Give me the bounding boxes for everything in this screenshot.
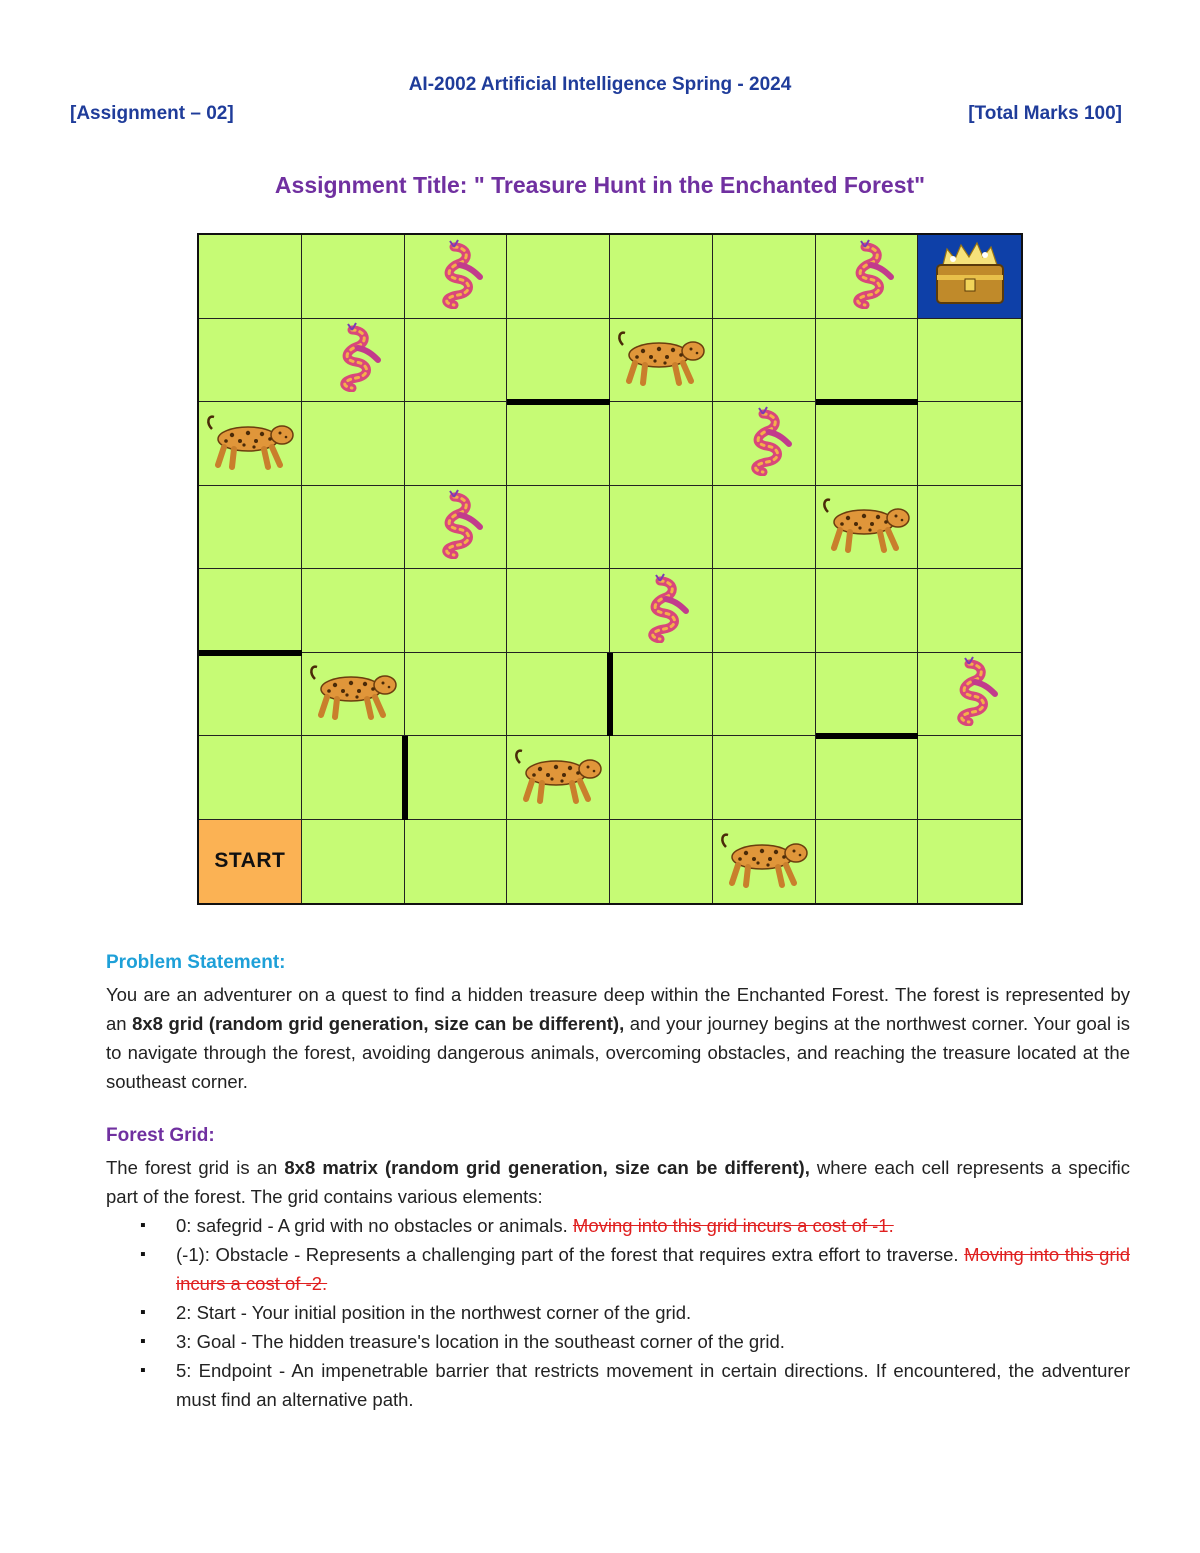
leopard-cell — [713, 820, 816, 904]
item-text: 5: Endpoint - An impenetrable barrier that restricts movement in certain directions. If encountered, the adventurer must find an alternative path. — [176, 1360, 1130, 1410]
safe-cell — [713, 736, 816, 820]
safe-cell — [507, 319, 610, 403]
snake-cell — [713, 402, 816, 486]
safe-cell — [302, 569, 405, 653]
safe-cell — [507, 569, 610, 653]
safe-cell — [507, 235, 610, 319]
forest-grid-intro — [106, 1153, 1130, 1211]
safe-cell — [610, 402, 713, 486]
safe-cell — [610, 820, 713, 904]
forest-text-1: The forest grid is an — [106, 1157, 285, 1178]
leopard-icon — [613, 327, 709, 392]
list-item — [106, 1356, 1130, 1414]
safe-cell — [816, 319, 919, 403]
safe-cell — [713, 486, 816, 570]
start-cell — [199, 820, 302, 904]
course-title: AI-2002 Artificial Intelligence Spring - 2024 — [408, 74, 792, 95]
snake-cell — [405, 486, 508, 570]
safe-cell — [199, 569, 302, 653]
safe-cell — [405, 319, 508, 403]
forest-text-bold: 8x8 matrix (random grid generation, size can be different), — [284, 1157, 810, 1178]
problem-text-bold: 8x8 grid (random grid generation, size can be different), — [132, 1013, 625, 1034]
leopard-cell — [816, 486, 919, 570]
safe-cell — [713, 319, 816, 403]
safe-cell — [302, 235, 405, 319]
safe-cell — [405, 736, 508, 820]
list-item — [106, 1240, 1130, 1298]
safe-cell — [507, 402, 610, 486]
problem-statement-heading: Problem Statement: — [106, 952, 286, 973]
safe-cell — [507, 486, 610, 570]
safe-cell — [302, 486, 405, 570]
treasure-chest-icon — [927, 239, 1013, 314]
snake-cell — [302, 319, 405, 403]
horizontal-barrier — [507, 399, 610, 405]
snake-cell — [610, 569, 713, 653]
item-strikethrough: Moving into this grid incurs a cost of -1. — [572, 1215, 894, 1236]
safe-cell — [199, 486, 302, 570]
forest-grid — [197, 233, 1023, 905]
snake-icon — [424, 489, 486, 564]
safe-cell — [610, 486, 713, 570]
assignment-title: Assignment Title: " Treasure Hunt in the Enchanted Forest" — [274, 172, 926, 198]
snake-icon — [424, 239, 486, 314]
leopard-cell — [507, 736, 610, 820]
safe-cell — [199, 319, 302, 403]
safe-cell — [507, 653, 610, 737]
leopard-cell — [610, 319, 713, 403]
problem-statement-text — [106, 980, 1130, 1096]
item-text: 0: safegrid - A grid with no obstacles or animals. — [176, 1215, 573, 1236]
safe-cell — [816, 653, 919, 737]
safe-cell — [918, 486, 1021, 570]
assignment-number: [Assignment – 02] — [70, 103, 234, 124]
safe-cell — [918, 569, 1021, 653]
item-text: (-1): Obstacle - Represents a challenging part of the forest that requires extra effort to traverse. — [176, 1244, 965, 1265]
snake-icon — [630, 573, 692, 648]
snake-cell — [816, 235, 919, 319]
forest-text-2: where each cell represents a specific part of the forest. The grid contains various elements: — [106, 1157, 1131, 1207]
vertical-barrier — [402, 736, 408, 820]
horizontal-barrier — [816, 733, 919, 739]
safe-cell — [713, 569, 816, 653]
problem-text-1: You are an adventurer on a quest to find a hidden treasure deep within the Enchanted Forest. The forest is represented by an — [106, 984, 1130, 1034]
safe-cell — [405, 653, 508, 737]
snake-cell — [918, 653, 1021, 737]
element-list — [106, 1211, 1130, 1414]
safe-cell — [816, 820, 919, 904]
leopard-icon — [510, 745, 606, 810]
safe-cell — [610, 235, 713, 319]
safe-cell — [918, 736, 1021, 820]
safe-cell — [199, 653, 302, 737]
safe-cell — [713, 653, 816, 737]
leopard-cell — [302, 653, 405, 737]
horizontal-barrier — [816, 399, 919, 405]
safe-cell — [918, 402, 1021, 486]
safe-cell — [405, 820, 508, 904]
safe-cell — [302, 402, 405, 486]
forest-grid-heading: Forest Grid: — [106, 1125, 215, 1146]
safe-cell — [918, 820, 1021, 904]
vertical-barrier — [607, 653, 613, 737]
item-text: 3: Goal - The hidden treasure's location in the southeast corner of the grid. — [176, 1331, 785, 1352]
safe-cell — [610, 653, 713, 737]
safe-cell — [302, 736, 405, 820]
snake-cell — [405, 235, 508, 319]
safe-cell — [405, 402, 508, 486]
item-text: 2: Start - Your initial position in the northwest corner of the grid. — [176, 1302, 692, 1323]
safe-cell — [199, 736, 302, 820]
problem-text-2: and your journey begins at the northwest corner. Your goal is to navigate through the forest, avoiding dangerous animals, overcoming obstacles, and reaching the treasure located at the southeast corner. — [106, 1013, 1131, 1092]
forest-grid-description — [106, 1153, 1130, 1414]
safe-cell — [816, 736, 919, 820]
safe-cell — [713, 235, 816, 319]
snake-icon — [322, 322, 384, 397]
safe-cell — [816, 402, 919, 486]
leopard-cell — [199, 402, 302, 486]
safe-cell — [405, 569, 508, 653]
safe-cell — [610, 736, 713, 820]
horizontal-barrier — [199, 650, 302, 656]
safe-cell — [302, 820, 405, 904]
snake-icon — [835, 239, 897, 314]
list-item — [106, 1298, 1130, 1327]
treasure-cell — [918, 235, 1021, 319]
snake-icon — [733, 406, 795, 481]
leopard-icon — [202, 411, 298, 476]
leopard-icon — [818, 494, 914, 559]
total-marks: [Total Marks 100] — [968, 103, 1122, 124]
leopard-icon — [716, 829, 812, 894]
safe-cell — [507, 820, 610, 904]
item-strikethrough: Moving into this grid incurs a cost of -2. — [176, 1244, 1130, 1294]
list-item — [106, 1327, 1130, 1356]
leopard-icon — [305, 661, 401, 726]
safe-cell — [199, 235, 302, 319]
safe-cell — [816, 569, 919, 653]
snake-icon — [939, 656, 1001, 731]
list-item — [106, 1211, 1130, 1240]
safe-cell — [918, 319, 1021, 403]
start-label: START — [214, 849, 286, 873]
